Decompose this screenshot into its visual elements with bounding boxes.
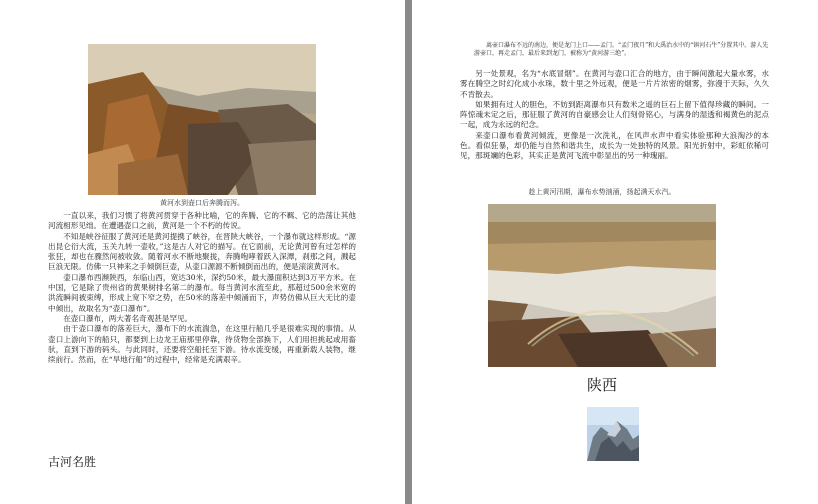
region-thumbnail-photo [587,407,639,461]
body-text-left [48,211,356,365]
left-page [0,0,405,504]
top-note [474,42,774,59]
hukou-waterfall-photo [488,204,716,367]
region-heading: 陕西 [586,376,617,394]
body-text-right [460,69,769,162]
paragraph: 在壶口瀑布，两大著名奇观甚是罕见。 [63,313,193,323]
paragraph: 来壶口瀑布看黄河倾流，更像是一次洗礼，在风声水声中看实体验那种大浪淘沙的本色。看似狂暴，却仍能与自然和谐共生，成长为一处独特的风景。阳光折射中，彩虹依稀可见，那斑斓的色彩，其实正是黄河飞流中彰显出的另一种瑰丽。 [460,130,769,161]
paragraph: 壶口瀑布西濒陕西，东临山西，宽达30米，深约50米，最大瀑面积达到3万平方米。在中国，它是除了贵州省的黄果树排名第二的瀑布。每当黄河水流至此，那超过500余米宽的洪流瞬间被束缚，形成上宽下窄之势，在50米的落差中倾涌而下，声势仿佛从巨大无比的壶中倾出，故取名为“壶口瀑布”。 [48,272,356,313]
paragraph: 离壶口瀑布不远的南边，便是龙门上口——孟门。“孟门夜月”和大禹治水中的“镇河石牛”分置其中。游人先游壶口，再走孟门，最后来到龙门，被称为“黄河游三绝”。 [474,42,769,58]
section-heading: 古河名胜 [48,455,97,469]
paragraph: 如果拥有过人的胆色，不妨到距离瀑布只有数米之遥的巨石上留下值得珍藏的瞬间。一阵惊魂未定之后，那征服了黄河的自豪感会让人们刻骨铭心，与满身的湿透和褐黄色的泥点一起，成为永远的纪念。 [460,99,769,130]
paragraph: 一直以来，我们习惯了将黄河贯穿于各种比喻，它的奔腾、它的不羁、它的浩荡让其他河流相形见绌。在遭遇壶口之前，黄河是一个不朽的传说。 [48,211,356,231]
paragraph: 不知是峡谷征服了黄河还是黄河提携了峡谷，在晋陕大峡谷，一个瀑布就这样形成。“源出昆仑衍大流，玉关九转一壶收，”这是古人对它的描写。在它面前，无论黄河曾有过怎样的张狂，却也在骤然间被收敛。随着河水不断地聚拢，奔腾咆哮着跃入深潭，刹那之间，溅起巨浪无限。仿佛一只神来之手倾倒巨壶，从壶口源源不断倾倒而出的，便是滚滚黄河水。 [48,231,356,272]
yellow-river-waterfall-photo [88,44,316,195]
paragraph: 由于壶口瀑布的落差巨大，瀑布下的水流湍急，在这里行船几乎是很难实现的事情。从壶口上游向下的船只，都要到上边龙王庙那里停靠，待货物全部换下，人们用担挑起或用畜驮，直到下游的码头。与此同时，还要将空船托至下游。待水流变缓，再重新载人装物，继续前行。然而，在“旱地行船”的过程中，经常是充满艰辛。 [48,324,356,365]
page-divider [405,0,412,504]
photo-caption: 黄河水到壶口后奔腾而泻。 [160,199,244,207]
paragraph: 另一处景观，名为“水底冒烟”。在黄河与壶口汇合的地方，由于瞬间激起大量水雾，水雾在腾空之时幻化成小水珠，数十里之外远观，便是一片片浓密的烟雾，弥漫于天际，久久不肯散去。 [460,69,769,99]
right-page [412,0,818,504]
photo-caption: 趁上黄河汛期，瀑布水势汹涌，扬起满天水汽。 [528,188,676,196]
